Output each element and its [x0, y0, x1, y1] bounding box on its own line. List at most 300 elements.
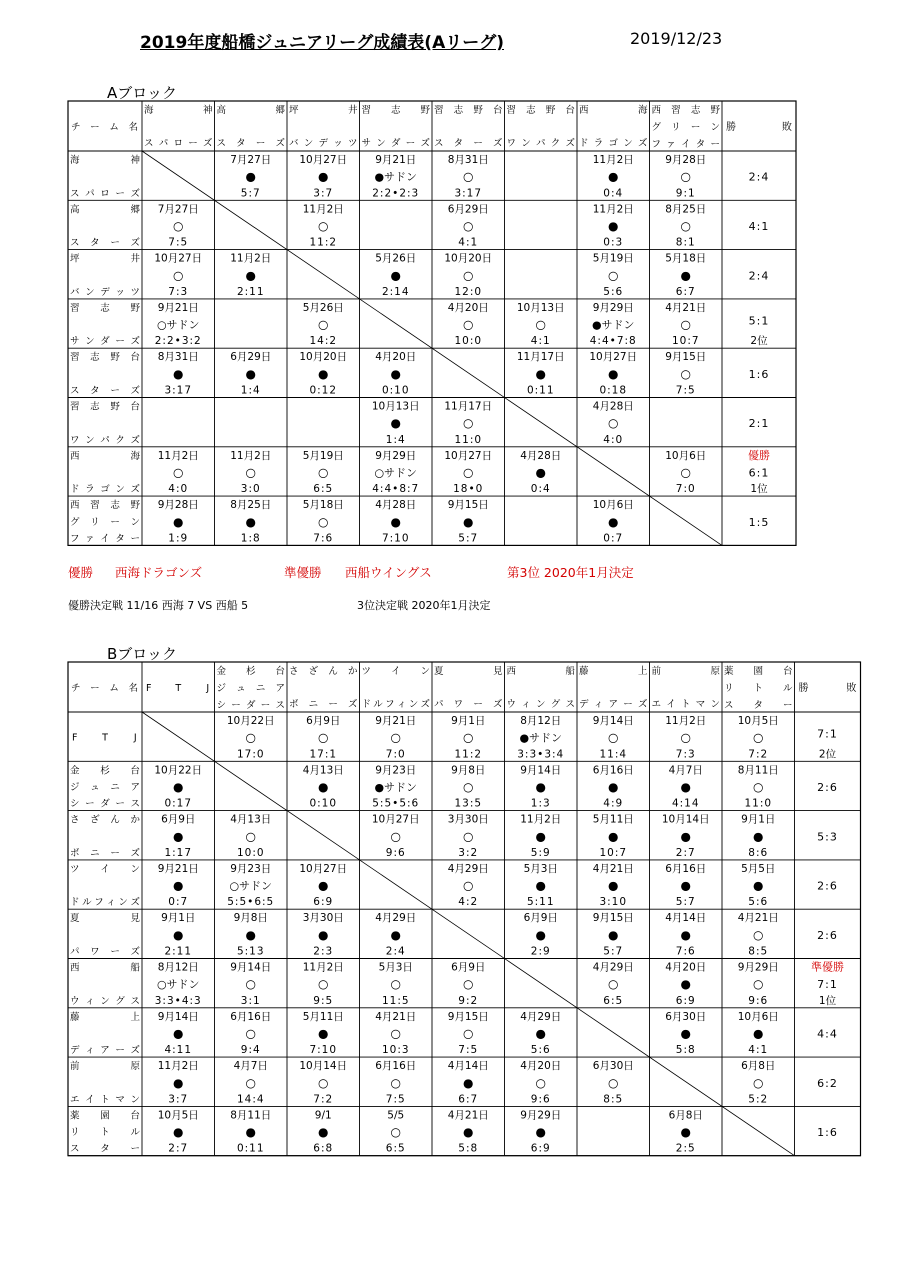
match-score: 5:9 [530, 846, 551, 859]
header-char: 習 [69, 302, 80, 314]
match-date: 4月29日 [592, 961, 634, 974]
match-score: 6:7 [675, 285, 696, 298]
header-char: ジ [216, 683, 227, 694]
match-score: 5:7 [458, 532, 479, 545]
loss-header: 敗 [782, 122, 792, 133]
match-score: 7:6 [675, 945, 696, 958]
match-score: 10:3 [381, 1044, 410, 1057]
match-cell [155, 962, 202, 1007]
match-score: 4:2 [458, 896, 479, 909]
header-char: フ [385, 699, 395, 710]
header-char: ク [115, 434, 125, 446]
header-char: ー [90, 683, 100, 694]
match-cell [386, 1109, 406, 1154]
match-cell [379, 962, 413, 1007]
match-date: 11月2日 [520, 813, 562, 826]
header-char: リ [90, 516, 100, 528]
match-score: 0:7 [168, 896, 189, 909]
loss-mark: ● [245, 514, 256, 529]
header-char: ー [115, 188, 125, 200]
loss-mark: ● [318, 927, 329, 942]
header-char: ー [188, 138, 198, 149]
header-char: ズ [130, 1045, 141, 1057]
header-char: ン [118, 897, 128, 909]
loss-mark: ● [245, 169, 256, 184]
match-score: 18•0 [453, 483, 484, 496]
match-date: 4月7日 [233, 1060, 268, 1073]
header-char: ン [85, 434, 95, 446]
third-match-note: 3位決定戦 2020年1月決定 [357, 599, 491, 612]
win-mark: ○ [753, 779, 764, 794]
header-char: バ [288, 138, 299, 149]
row-team-name [70, 848, 140, 859]
loss-mark: ●サドン [374, 170, 418, 184]
match-date: 4月20日 [375, 351, 417, 364]
match-cell [662, 814, 710, 859]
loss-mark: ● [680, 927, 691, 942]
loss-mark: ●サドン [374, 780, 418, 794]
match-date: 11月2日 [592, 154, 634, 166]
header-char: ン [710, 122, 721, 133]
loss-mark: ● [245, 927, 256, 942]
header-char: 志 [453, 105, 464, 116]
header-char: ム [109, 683, 119, 694]
match-score: 7:2 [313, 1093, 334, 1106]
match-cell [372, 764, 419, 809]
loss-mark: ●サドン [591, 318, 635, 332]
win-mark: ○ [463, 416, 474, 431]
win-mark: ○ [318, 465, 329, 480]
column-team-name [289, 699, 358, 710]
loss-mark: ● [680, 878, 691, 893]
header-char: さ [288, 666, 299, 677]
match-cell [375, 912, 416, 957]
match-date: 11月2日 [230, 252, 272, 265]
match-date: 4月21日 [447, 1109, 489, 1122]
loss-mark: ● [318, 779, 329, 794]
match-date: 10月22日 [226, 715, 275, 727]
header-char: F [146, 683, 152, 694]
header-char: ボ [69, 847, 80, 859]
win-mark: ○ [318, 1075, 329, 1090]
header-char: 見 [130, 913, 141, 925]
loss-mark: ● [390, 416, 401, 431]
match-date: 10月13日 [516, 301, 565, 314]
header-char: ズ [130, 385, 141, 397]
header-char: 上 [130, 1011, 141, 1023]
header-char: ラ [85, 484, 95, 496]
match-date: 10月13日 [371, 400, 420, 413]
header-char: 坪 [69, 253, 80, 265]
match-score: 0:11 [236, 1142, 265, 1155]
match-date: 9月8日 [451, 764, 486, 777]
match-score: 3:2 [458, 846, 479, 859]
block-a-title: Aブロック [107, 84, 177, 102]
win-mark: ○ [245, 730, 256, 745]
header-char: 志 [526, 105, 536, 116]
match-score: 1:4 [385, 433, 406, 446]
loss-mark: ● [318, 366, 329, 381]
header-char: フ [651, 139, 662, 150]
header-char: グ [115, 995, 125, 1007]
header-char: ア [130, 781, 141, 793]
match-cell [669, 764, 703, 809]
win-mark: ○ [608, 1075, 619, 1090]
header-char: イ [680, 139, 691, 150]
header-char: ド [361, 699, 372, 710]
match-score: 3:7 [313, 187, 334, 200]
match-score: 9:5 [313, 994, 334, 1007]
header-char: 海 [69, 155, 80, 166]
header-char: ざ [90, 814, 100, 826]
match-cell [158, 1060, 199, 1105]
header-char: ー [115, 798, 125, 810]
match-score: 1:4 [240, 384, 261, 397]
header-char: 習 [671, 105, 681, 116]
row-team-name [70, 1109, 141, 1121]
win-mark: ○ [680, 730, 691, 745]
header-char: 見 [492, 666, 503, 677]
match-score: 2:3 [313, 945, 334, 958]
match-score: 11:4 [599, 748, 628, 761]
match-cell [593, 863, 634, 908]
match-date: 9月15日 [592, 912, 634, 925]
win-mark: ○ [245, 1075, 256, 1090]
match-score: 5:8 [675, 1044, 696, 1057]
team-record [817, 1027, 838, 1040]
match-date: 4月28日 [520, 449, 562, 462]
match-score: 2:2•3:2 [154, 335, 202, 348]
match-date: 4月28日 [375, 499, 417, 512]
header-char: 前 [69, 1061, 80, 1073]
win-mark: ○ [463, 317, 474, 332]
match-score: 0:4 [603, 187, 624, 200]
header-char: ざ [308, 666, 319, 677]
header-char: ス [130, 798, 141, 810]
loss-mark: ● [535, 465, 546, 480]
match-date: 9月15日 [447, 499, 489, 512]
match-cell [299, 863, 347, 908]
match-cell [230, 1109, 271, 1154]
win-mark: ○ [680, 366, 691, 381]
header-char: ア [275, 683, 286, 694]
header-char: イ [100, 533, 110, 545]
match-score: 3:17 [164, 384, 193, 397]
header-char: 名 [128, 683, 139, 694]
header-char: ー [255, 138, 266, 149]
loss-mark: ● [608, 927, 619, 942]
column-team-name [579, 699, 648, 710]
match-score: 4:11 [164, 1044, 193, 1057]
header-char: パ [69, 946, 80, 958]
match-score: 4:1 [748, 1044, 769, 1057]
header-char: ズ [130, 484, 141, 496]
match-cell [593, 1060, 634, 1105]
win-loss-score: 4:1 [748, 219, 770, 233]
match-score: 11:0 [454, 433, 483, 446]
match-score: 0:7 [603, 532, 624, 545]
header-char: ッ [333, 138, 343, 149]
match-score: 3:0 [240, 483, 261, 496]
result-badge: 優勝 [748, 448, 770, 462]
match-date: 7月27日 [157, 203, 199, 216]
match-score: 9:2 [458, 994, 479, 1007]
column-team-name [724, 683, 793, 694]
header-char: 西 [69, 450, 80, 462]
header-char: ウ [69, 995, 80, 1007]
loss-mark: ● [173, 829, 184, 844]
match-cell [520, 814, 561, 859]
match-cell [738, 1011, 779, 1056]
header-char: チ [70, 122, 81, 133]
header-char: ス [723, 700, 734, 711]
runnerup-team: 西船ウイングス [345, 565, 432, 580]
third-place-note: 第3位 2020年1月決定 [507, 565, 634, 580]
match-score: 3:17 [454, 187, 483, 200]
match-score: 6:5 [603, 994, 624, 1007]
match-date: 10月6日 [737, 1010, 779, 1023]
header-char: 志 [390, 105, 401, 116]
column-team-name [216, 665, 285, 677]
match-score: 0:10 [309, 797, 338, 810]
match-date: 4月20日 [447, 301, 489, 314]
match-score: 17:0 [236, 748, 265, 761]
header-char: ボ [288, 699, 299, 710]
header-char: ー [110, 385, 120, 397]
win-mark: ○ [753, 1075, 764, 1090]
header-char: ー [130, 1143, 141, 1155]
match-score: 2:11 [164, 945, 193, 958]
match-date: 9月29日 [375, 449, 417, 462]
header-char: ジ [69, 781, 80, 793]
header-char: フ [94, 897, 104, 909]
match-date: 6月8日 [668, 1109, 703, 1122]
match-date: 3月30日 [447, 813, 489, 826]
match-date: 4月20日 [520, 1060, 562, 1073]
header-char: ズ [420, 138, 431, 149]
header-char: 台 [130, 352, 141, 364]
header-char: ィ [521, 699, 531, 710]
header-char: ン [130, 1094, 141, 1106]
header-char: 藤 [69, 1011, 80, 1023]
match-date: 6月16日 [592, 764, 634, 777]
match-date: 9月8日 [233, 912, 268, 925]
match-cell [448, 1060, 489, 1105]
header-char: ド [69, 897, 80, 909]
match-cell [372, 814, 420, 859]
match-cell [306, 715, 340, 760]
header-char: ー [85, 798, 95, 810]
loss-mark: ● [390, 514, 401, 529]
header-char: グ [651, 122, 662, 133]
header-char: ズ [130, 434, 141, 446]
win-mark: ○ [463, 730, 474, 745]
match-date: 10月20日 [299, 351, 348, 364]
header-char: 習 [69, 352, 80, 364]
match-date: 10月27日 [299, 862, 348, 875]
runnerup-label: 準優勝 [284, 565, 322, 580]
win-loss-score: 2:1 [748, 417, 770, 431]
header-char: ー [405, 138, 416, 149]
match-cell [303, 764, 344, 809]
win-mark: ○ [390, 829, 401, 844]
header-char: ウ [506, 699, 517, 710]
row-team-name [70, 1045, 140, 1056]
rank-note: 1位 [818, 994, 837, 1007]
win-loss-score: 5:1 [748, 314, 770, 328]
match-date: 5月26日 [302, 301, 344, 314]
match-score: 5:7 [603, 945, 624, 958]
match-score: 6:8 [313, 1142, 334, 1155]
header-char: ー [90, 122, 100, 133]
header-char: ゴ [100, 484, 110, 496]
loss-mark: ● [245, 268, 256, 283]
win-mark: ○サドン [374, 466, 418, 480]
row-team-name [70, 782, 140, 793]
match-score: 7:5 [675, 384, 696, 397]
header-char: ズ [130, 946, 141, 958]
header-char: リ [69, 1127, 80, 1139]
match-score: 7:10 [381, 532, 410, 545]
match-date: 5月11日 [592, 813, 634, 826]
header-char: デ [578, 699, 589, 710]
loss-mark: ● [173, 927, 184, 942]
match-cell [375, 715, 416, 760]
row-team-name [70, 799, 140, 810]
column-team-name [216, 700, 285, 711]
header-char: ズ [130, 237, 141, 249]
loss-mark: ● [535, 1026, 546, 1041]
header-char: ー [115, 1045, 125, 1057]
match-score: 0:12 [309, 384, 338, 397]
match-score: 2:11 [236, 285, 265, 298]
loss-mark: ● [173, 514, 184, 529]
win-mark: ○サドン [156, 318, 200, 332]
header-char: ッ [115, 286, 125, 298]
header-char: ン [115, 484, 125, 496]
match-score: 11:2 [454, 748, 483, 761]
header-char: か [130, 814, 141, 826]
match-date: 8月25日 [665, 203, 707, 216]
loss-mark: ● [463, 514, 474, 529]
win-mark: ○ [390, 1075, 401, 1090]
header-char: 志 [690, 105, 701, 116]
match-date: 10月27日 [299, 154, 348, 166]
match-date: 4月14日 [665, 912, 707, 925]
header-char: ズ [492, 138, 503, 149]
match-date: 6月30日 [592, 1060, 634, 1073]
match-date: 9月14日 [520, 764, 562, 777]
match-score: 6:9 [675, 994, 696, 1007]
match-cell [451, 962, 485, 1007]
header-char: 志 [110, 500, 120, 512]
row-team-name [70, 996, 140, 1007]
header-char: 原 [710, 666, 721, 677]
header-char: ン [710, 699, 721, 710]
header-char: 園 [100, 1110, 110, 1122]
header-char: 野 [545, 105, 556, 116]
header-char: ズ [420, 699, 431, 710]
header-char: 原 [130, 1061, 141, 1073]
match-cell [161, 912, 195, 957]
match-score: 7:5 [385, 1093, 406, 1106]
win-mark: ○ [680, 169, 691, 184]
loss-mark: ● [390, 927, 401, 942]
match-date: 10月27日 [371, 813, 420, 826]
header-char: ー [231, 700, 241, 711]
match-date: 9月1日 [451, 715, 486, 727]
match-score: 10:7 [671, 335, 700, 348]
win-mark: ○ [173, 268, 184, 283]
column-team-name [216, 683, 285, 694]
loss-mark: ● [753, 878, 764, 893]
header-char: 神 [202, 105, 213, 116]
loss-header: 敗 [846, 683, 857, 694]
match-date: 5月3日 [378, 961, 413, 974]
match-date: 9月15日 [447, 1010, 489, 1023]
loss-mark: ● [463, 1075, 474, 1090]
match-cell [234, 912, 268, 957]
match-score: 6:5 [385, 1142, 406, 1155]
match-date: 10月14日 [661, 813, 710, 826]
loss-mark: ● [753, 829, 764, 844]
match-score: 0:18 [599, 384, 628, 397]
loss-mark: ● [535, 366, 546, 381]
match-date: 4月29日 [375, 912, 417, 925]
header-char: ワ [90, 946, 100, 958]
team-record [817, 929, 838, 942]
win-mark: ○ [463, 1026, 474, 1041]
header-char: マ [695, 699, 706, 710]
win-mark: ○ [245, 465, 256, 480]
header-char: 台 [565, 105, 576, 116]
match-score: 7:5 [168, 236, 189, 249]
match-cell [303, 962, 344, 1007]
header-char: シ [216, 700, 227, 711]
match-date: 10月6日 [592, 499, 634, 512]
match-date: 11月2日 [665, 715, 707, 727]
column-team-name [434, 699, 503, 710]
header-char: 野 [130, 302, 141, 314]
loss-mark: ● [173, 1075, 184, 1090]
header-char: 薬 [723, 666, 734, 677]
match-cell [448, 863, 489, 908]
loss-mark: ● [608, 514, 619, 529]
header-char: 高 [216, 105, 227, 116]
win-mark: ○ [463, 465, 474, 480]
win-loss-score: 4:4 [817, 1027, 838, 1041]
header-char: 習 [506, 105, 517, 116]
header-char: ニ [255, 683, 266, 694]
match-date: 6月9日 [523, 912, 558, 925]
header-char: ゴ [608, 138, 619, 149]
header-char: グ [550, 699, 561, 710]
header-char: タ [115, 533, 125, 545]
header-char: 井 [347, 105, 358, 116]
header-char: ィ [85, 1045, 95, 1057]
match-date: 6月9日 [161, 813, 196, 826]
header-char: ン [376, 138, 386, 149]
header-char: ー [110, 847, 120, 859]
match-score: 5:7 [675, 896, 696, 909]
match-score: 4:0 [603, 433, 624, 446]
match-score: 7:3 [168, 285, 189, 298]
header-char: グ [69, 516, 80, 528]
header-char: ン [130, 863, 141, 875]
header-char: 井 [130, 253, 141, 265]
match-score: 3:10 [599, 896, 628, 909]
match-cell [448, 1109, 489, 1154]
